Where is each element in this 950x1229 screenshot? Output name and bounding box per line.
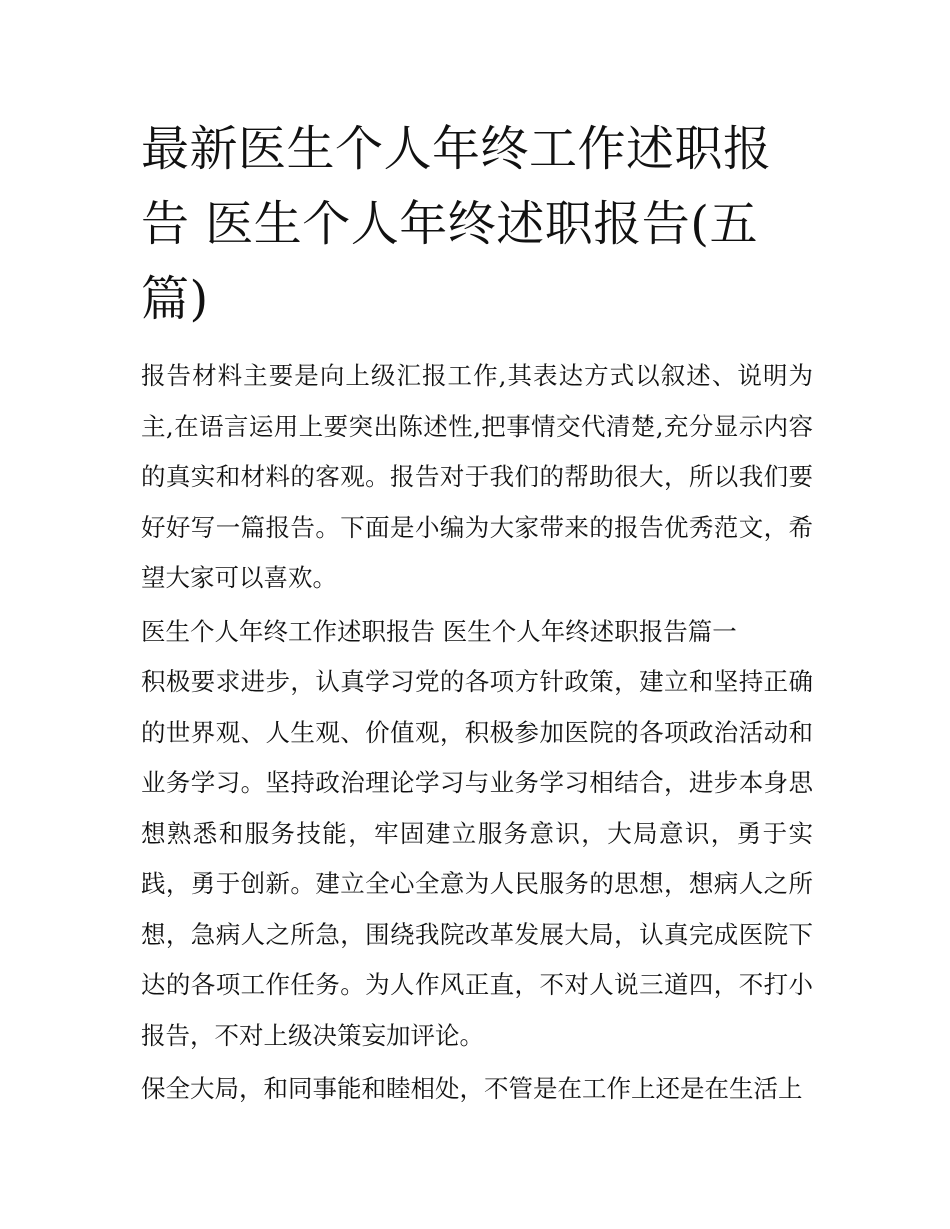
body-paragraph-1: 积极要求进步，认真学习党的各项方针政策，建立和坚持正确的世界观、人生观、价值观，积极参加医院的各项政治活动和业务学习。坚持政治理论学习与业务学习相结合，进步本身思想熟悉和服务技能，牢固建立服务意识，大局意识，勇于实践，勇于创新。建立全心全意为人民服务的思想，想病人之所想，急病人之所急，围绕我院改革发展大局，认真完成医院下达的各项工作任务。为人作风正直，不对人说三道四，不打小报告，不对上级决策妄加评论。 — [141, 667, 813, 1050]
document-page — [141, 112, 813, 1115]
body-paragraph-2: 保全大局，和同事能和睦相处，不管是在工作上还是在生活上 — [141, 1074, 803, 1103]
section-heading: 医生个人年终工作述职报告 医生个人年终述职报告篇一 — [141, 616, 737, 646]
intro-paragraph: 报告材料主要是向上级汇报工作,其表达方式以叙述、说明为主,在语言运用上要突出陈述性,把事情交代清楚,充分显示内容的真实和材料的客观。报告对于我们的帮助很大，所以我们要好好写一篇报告。下面是小编为大家带来的报告优秀范文，希望大家可以喜欢。 — [141, 361, 813, 592]
document-title: 最新医生个人年终工作述职报告 医生个人年终述职报告(五篇) — [141, 121, 772, 327]
